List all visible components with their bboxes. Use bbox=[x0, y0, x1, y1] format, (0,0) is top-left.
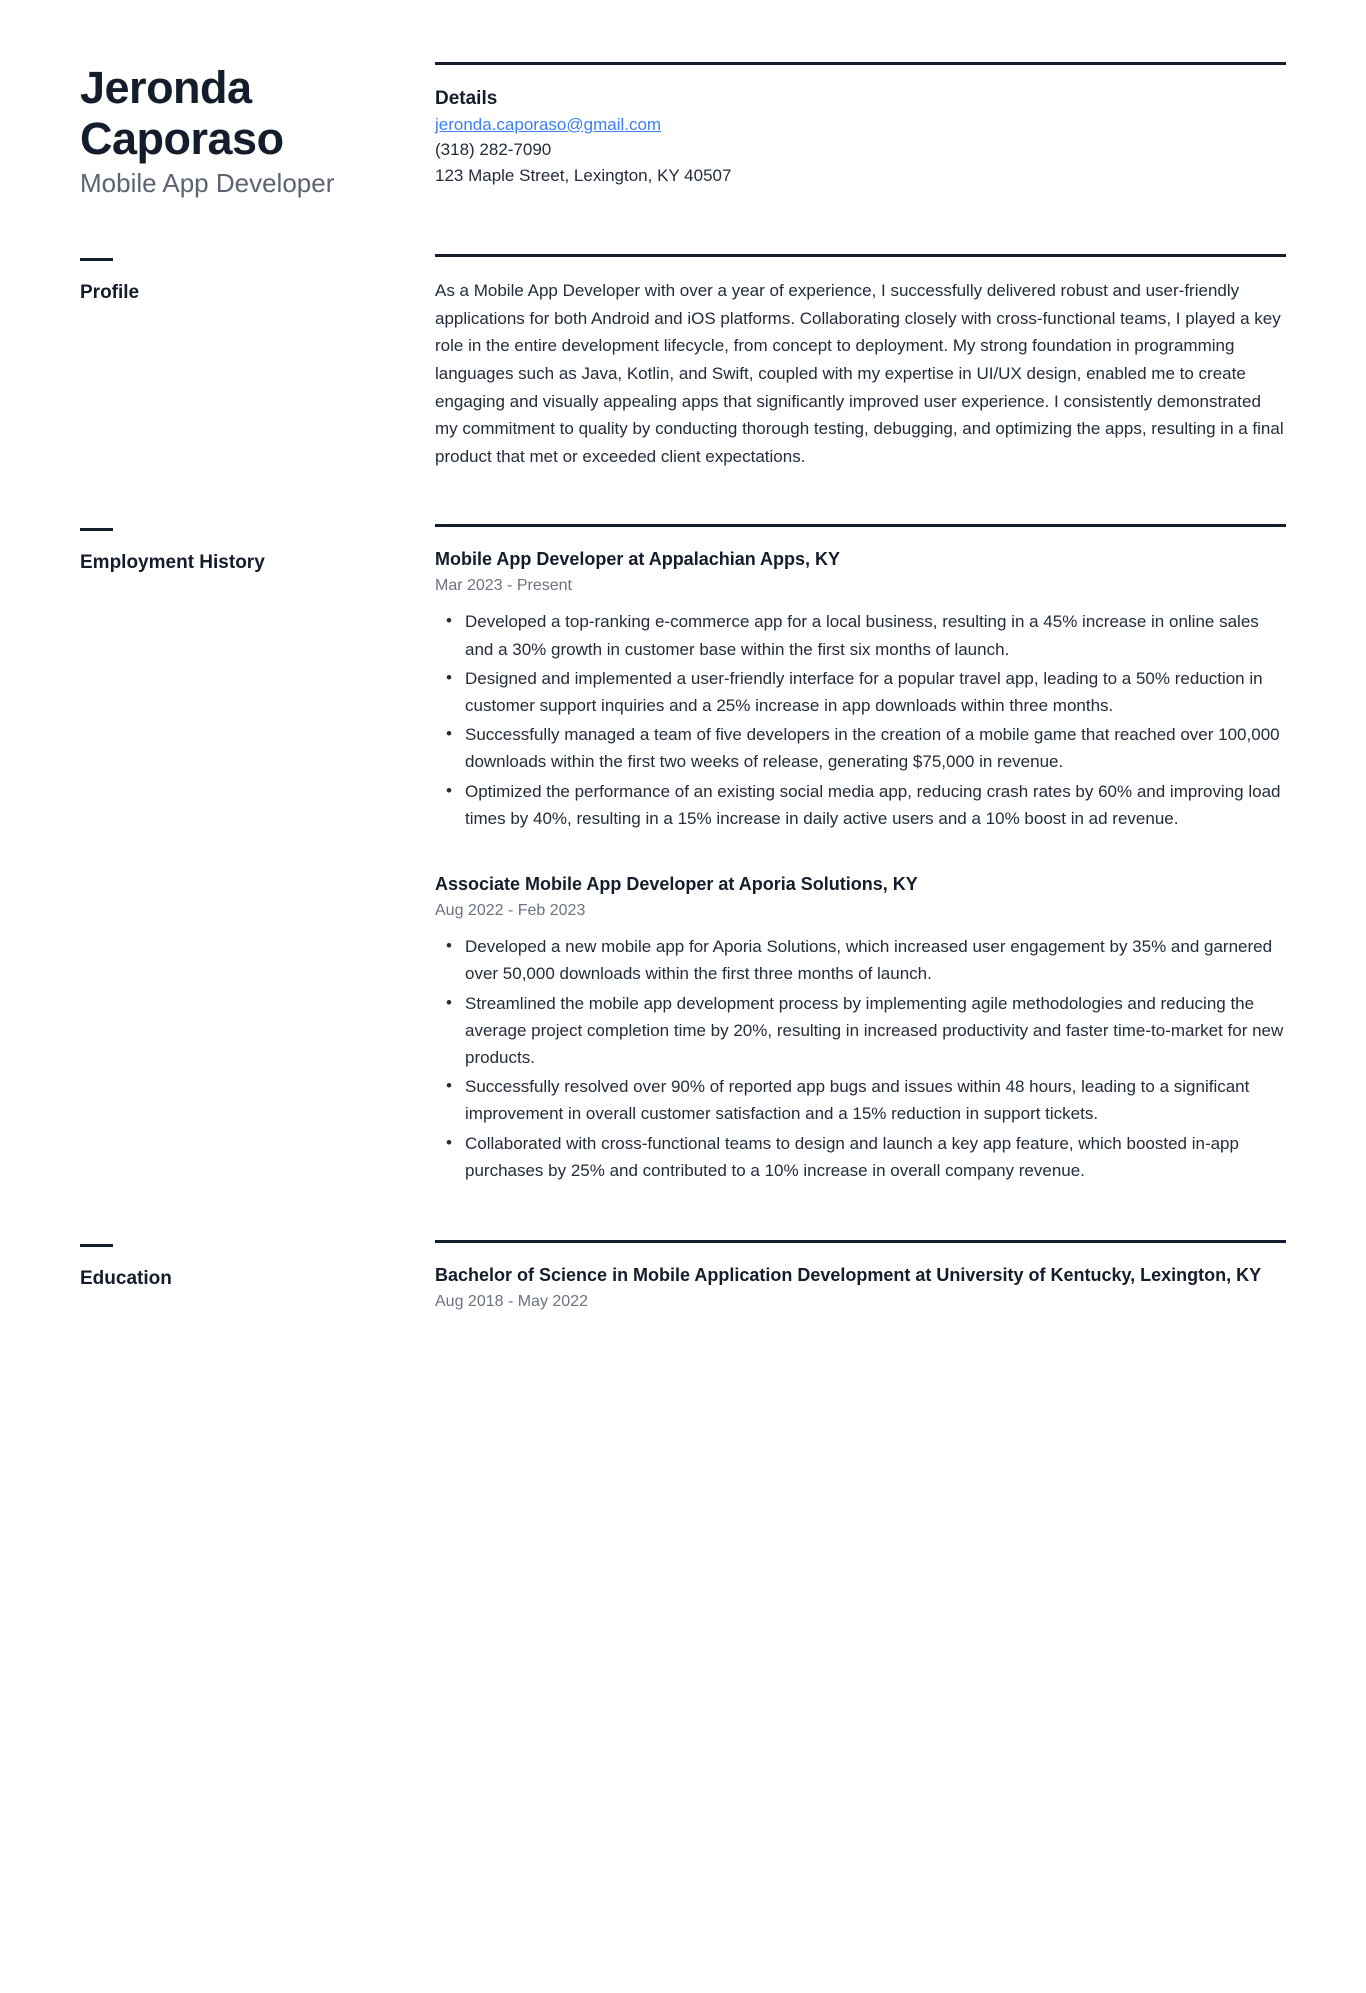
employment-entry-date: Aug 2022 - Feb 2023 bbox=[435, 902, 586, 920]
employment-entry-bullets bbox=[435, 608, 1286, 832]
address-text: 123 Maple Street, Lexington, KY 40507 bbox=[435, 166, 732, 186]
employment-entry bbox=[435, 527, 1286, 832]
email-link[interactable]: jeronda.caporaso@gmail.com bbox=[435, 114, 662, 134]
details-heading: Details bbox=[435, 88, 498, 109]
employment-entry bbox=[435, 834, 1286, 1184]
list-item: • Streamlined the mobile app development process by implementing agile methodologies and reducing the average project completion time by 20%, resulting in increased productivity and faster time-to-market for new products. bbox=[465, 990, 1286, 1072]
employment-label-block bbox=[80, 524, 435, 576]
education-entry bbox=[435, 1243, 1286, 1314]
employment-entry-bullets bbox=[435, 933, 1286, 1184]
resume-page bbox=[0, 62, 1366, 1314]
list-item: • Developed a top-ranking e-commerce app for a local business, resulting in a 45% increase in online sales and a 30% growth in customer base within the first six months of launch. bbox=[465, 608, 1286, 662]
profile-label-block bbox=[80, 254, 435, 306]
list-item: • Optimized the performance of an existing social media app, reducing crash rates by 60% and improving load times by 40%, resulting in a 15% increase in daily active users and a 10% boost in ad revenue. bbox=[465, 778, 1286, 832]
employment-label: Employment History bbox=[80, 552, 265, 574]
employment-entry-date: Mar 2023 - Present bbox=[435, 577, 572, 595]
list-item: • Successfully resolved over 90% of reported app bugs and issues within 48 hours, leading to a significant improvement in overall customer satisfaction and a 15% reduction in support tickets. bbox=[465, 1073, 1286, 1127]
employment-entry-title: Associate Mobile App Developer at Aporia Solutions, KY bbox=[435, 873, 918, 894]
education-entry-date: Aug 2018 - May 2022 bbox=[435, 1293, 588, 1311]
list-item: • Successfully managed a team of five developers in the creation of a mobile game that reached over 100,000 downloads within the first two weeks of release, generating $75,000 in revenue. bbox=[465, 721, 1286, 775]
candidate-job-title: Mobile App Developer bbox=[80, 167, 335, 198]
education-section bbox=[80, 1240, 1286, 1314]
list-item: • Developed a new mobile app for Aporia Solutions, which increased user engagement by 35% and garnered over 50,000 downloads within the first three months of launch. bbox=[465, 933, 1286, 987]
employment-content bbox=[435, 524, 1286, 1186]
phone-text: (318) 282-7090 bbox=[435, 140, 552, 160]
education-marker bbox=[80, 1244, 113, 1247]
profile-text: As a Mobile App Developer with over a year of experience, I successfully delivered robust and user-friendly applications for both Android and iOS platforms. Collaborating closely with cross-functional teams, I played a key role in the entire development lifecycle, from concept to deployment. My strong foundation in programming languages such as Java, Kotlin, and Swift, coupled with my expertise in UI/UX design, enabled me to create engaging and visually appealing apps that significantly improved user experience. I consistently demonstrated my commitment to quality by conducting thorough testing, debugging, and optimizing the apps, resulting in a final product that met or exceeded client expectations. bbox=[435, 281, 1284, 466]
education-content bbox=[435, 1240, 1286, 1314]
employment-marker bbox=[80, 528, 113, 531]
profile-content bbox=[435, 254, 1286, 470]
header-section bbox=[80, 62, 1286, 200]
education-label: Education bbox=[80, 1267, 172, 1289]
candidate-first-name: Jeronda bbox=[80, 62, 252, 113]
list-item: • Collaborated with cross-functional teams to design and launch a key app feature, which boosted in-app purchases by 25% and contributed to a 10% increase in overall company revenue. bbox=[465, 1130, 1286, 1184]
list-item: • Designed and implemented a user-friendly interface for a popular travel app, leading to a 50% reduction in customer support inquiries and a 25% increase in app downloads within three months. bbox=[465, 665, 1286, 719]
employment-section bbox=[80, 524, 1286, 1186]
profile-marker bbox=[80, 258, 113, 261]
profile-label: Profile bbox=[80, 282, 140, 304]
details-block bbox=[435, 62, 1286, 189]
profile-section bbox=[80, 254, 1286, 470]
education-label-block bbox=[80, 1240, 435, 1292]
employment-entry-title: Mobile App Developer at Appalachian Apps, KY bbox=[435, 549, 841, 570]
education-entry-title: Bachelor of Science in Mobile Application Development at University of Kentucky, Lexington, KY bbox=[435, 1264, 1262, 1285]
candidate-last-name: Caporaso bbox=[80, 113, 284, 165]
header-name-block bbox=[80, 62, 435, 200]
